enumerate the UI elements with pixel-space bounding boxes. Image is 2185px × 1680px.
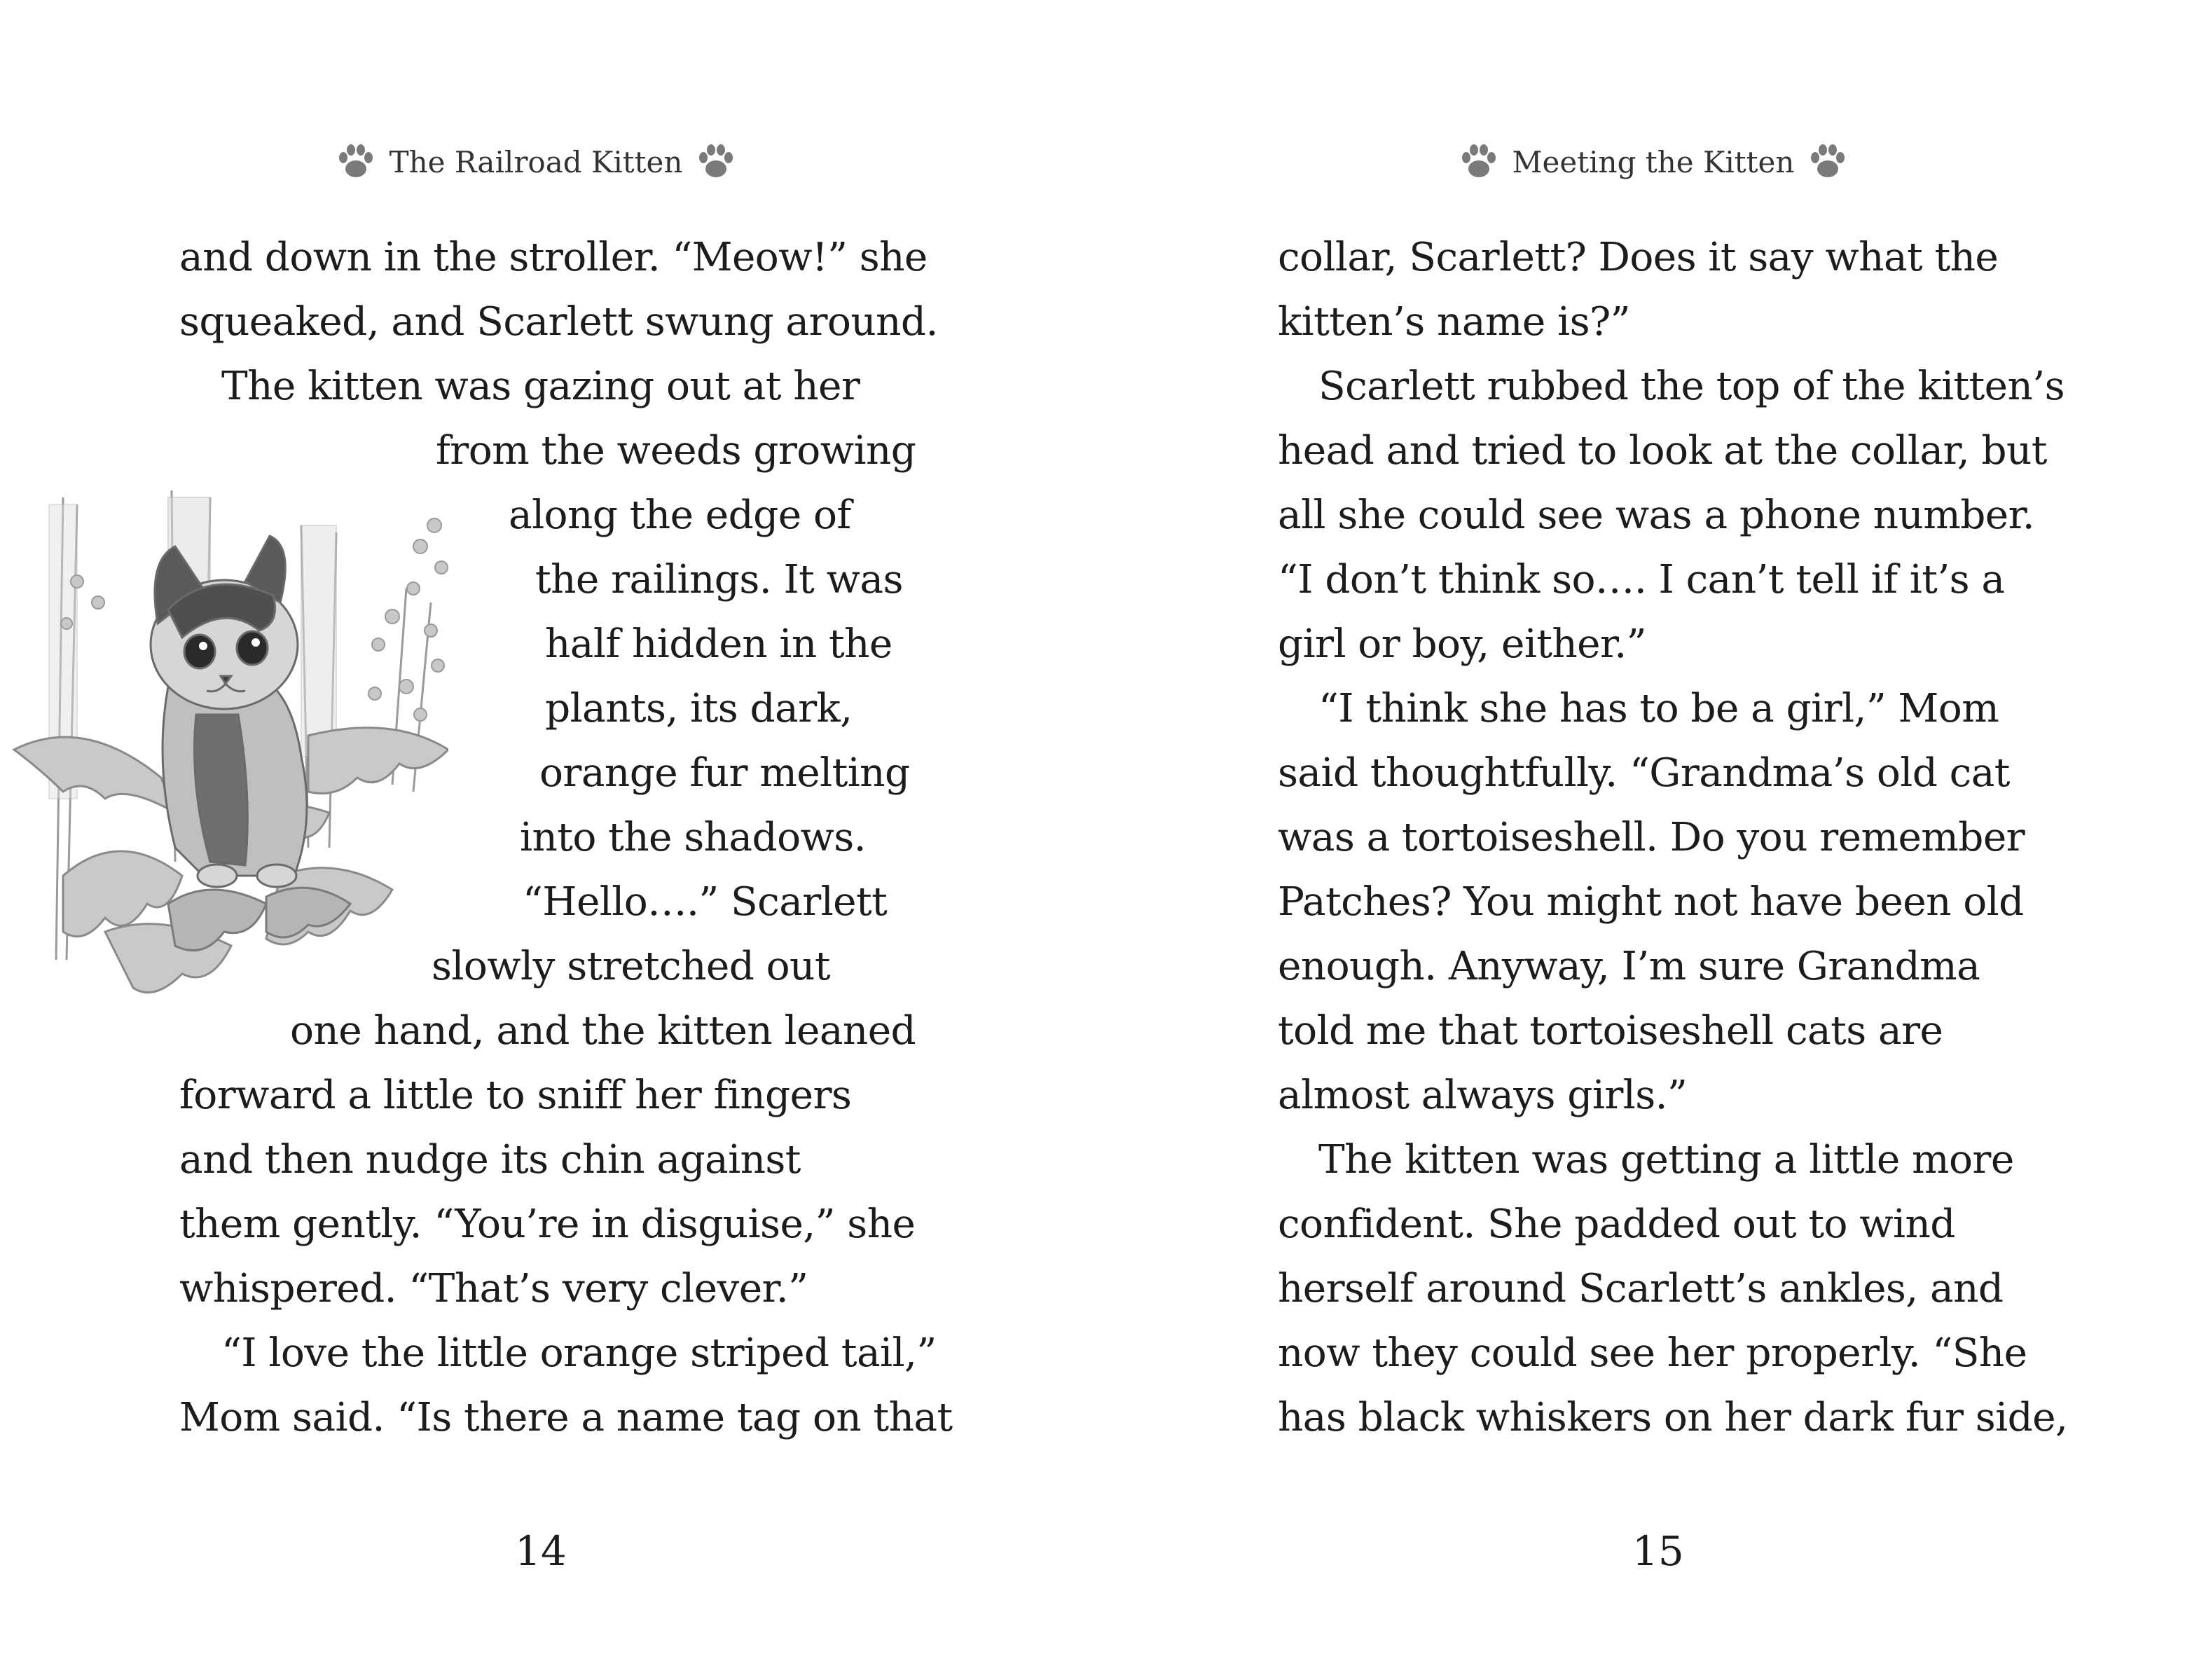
text-line: into the shadows. — [520, 815, 866, 860]
text-line: told me that tortoiseshell cats are — [1278, 1008, 1943, 1054]
paw-print-icon — [695, 142, 737, 181]
text-line: plants, its dark, — [545, 686, 853, 731]
text-line: “I love the little orange striped tail,” — [221, 1330, 937, 1376]
right-page — [1093, 0, 2185, 1680]
text-line: and then nudge its chin against — [179, 1137, 801, 1183]
text-line: The kitten was gazing out at her — [221, 364, 860, 409]
text-line: the railings. It was — [535, 557, 903, 603]
running-head — [1457, 137, 1849, 186]
text-line: “I don’t think so…. I can’t tell if it’s a — [1278, 557, 2005, 603]
page-number: 14 — [515, 1527, 567, 1575]
text-line: “Hello….” Scarlett — [523, 879, 888, 925]
paw-print-icon — [335, 142, 377, 181]
text-line: “I think she has to be a girl,” Mom — [1318, 686, 1999, 731]
text-line: said thoughtfully. “Grandma’s old cat — [1278, 750, 2010, 796]
text-line: Scarlett rubbed the top of the kitten’s — [1318, 364, 2065, 409]
text-line: and down in the stroller. “Meow!” she — [179, 235, 928, 280]
text-line: orange fur melting — [539, 750, 910, 796]
text-line: squeaked, and Scarlett swung around. — [179, 299, 938, 345]
text-line: The kitten was getting a little more — [1318, 1137, 2014, 1183]
text-line: along the edge of — [509, 493, 851, 538]
text-line: slowly stretched out — [432, 944, 830, 989]
text-line: enough. Anyway, I’m sure Grandma — [1278, 944, 1980, 989]
text-line: one hand, and the kitten leaned — [290, 1008, 916, 1054]
text-line: almost always girls.” — [1278, 1073, 1688, 1118]
text-line: herself around Scarlett’s ankles, and — [1278, 1266, 2004, 1311]
text-line: half hidden in the — [545, 621, 892, 667]
text-line: kitten’s name is?” — [1278, 299, 1630, 345]
page-number: 15 — [1632, 1527, 1684, 1575]
text-line: Patches? You might not have been old — [1278, 879, 2024, 925]
text-line: girl or boy, either.” — [1278, 621, 1646, 667]
text-line: was a tortoiseshell. Do you remember — [1278, 815, 2025, 860]
text-line: confident. She padded out to wind — [1278, 1202, 1955, 1247]
text-line: whispered. “That’s very clever.” — [179, 1266, 808, 1311]
text-line: all she could see was a phone number. — [1278, 493, 2035, 538]
text-line: has black whiskers on her dark fur side, — [1278, 1395, 2068, 1440]
kitten-illustration — [0, 483, 448, 1002]
text-line: head and tried to look at the collar, but — [1278, 428, 2047, 474]
text-line: forward a little to sniff her fingers — [179, 1073, 852, 1118]
text-line: Mom said. “Is there a name tag on that — [179, 1395, 953, 1440]
running-head — [329, 137, 743, 186]
text-line: from the weeds growing — [436, 428, 916, 474]
text-line: them gently. “You’re in disguise,” she — [179, 1202, 916, 1247]
paw-print-icon — [1807, 142, 1849, 181]
text-line: collar, Scarlett? Does it say what the — [1278, 235, 1999, 280]
paw-print-icon — [1458, 142, 1500, 181]
running-head-title: The Railroad Kitten — [389, 144, 683, 179]
running-head-title: Meeting the Kitten — [1512, 144, 1795, 179]
text-line: now they could see her properly. “She — [1278, 1330, 2027, 1376]
